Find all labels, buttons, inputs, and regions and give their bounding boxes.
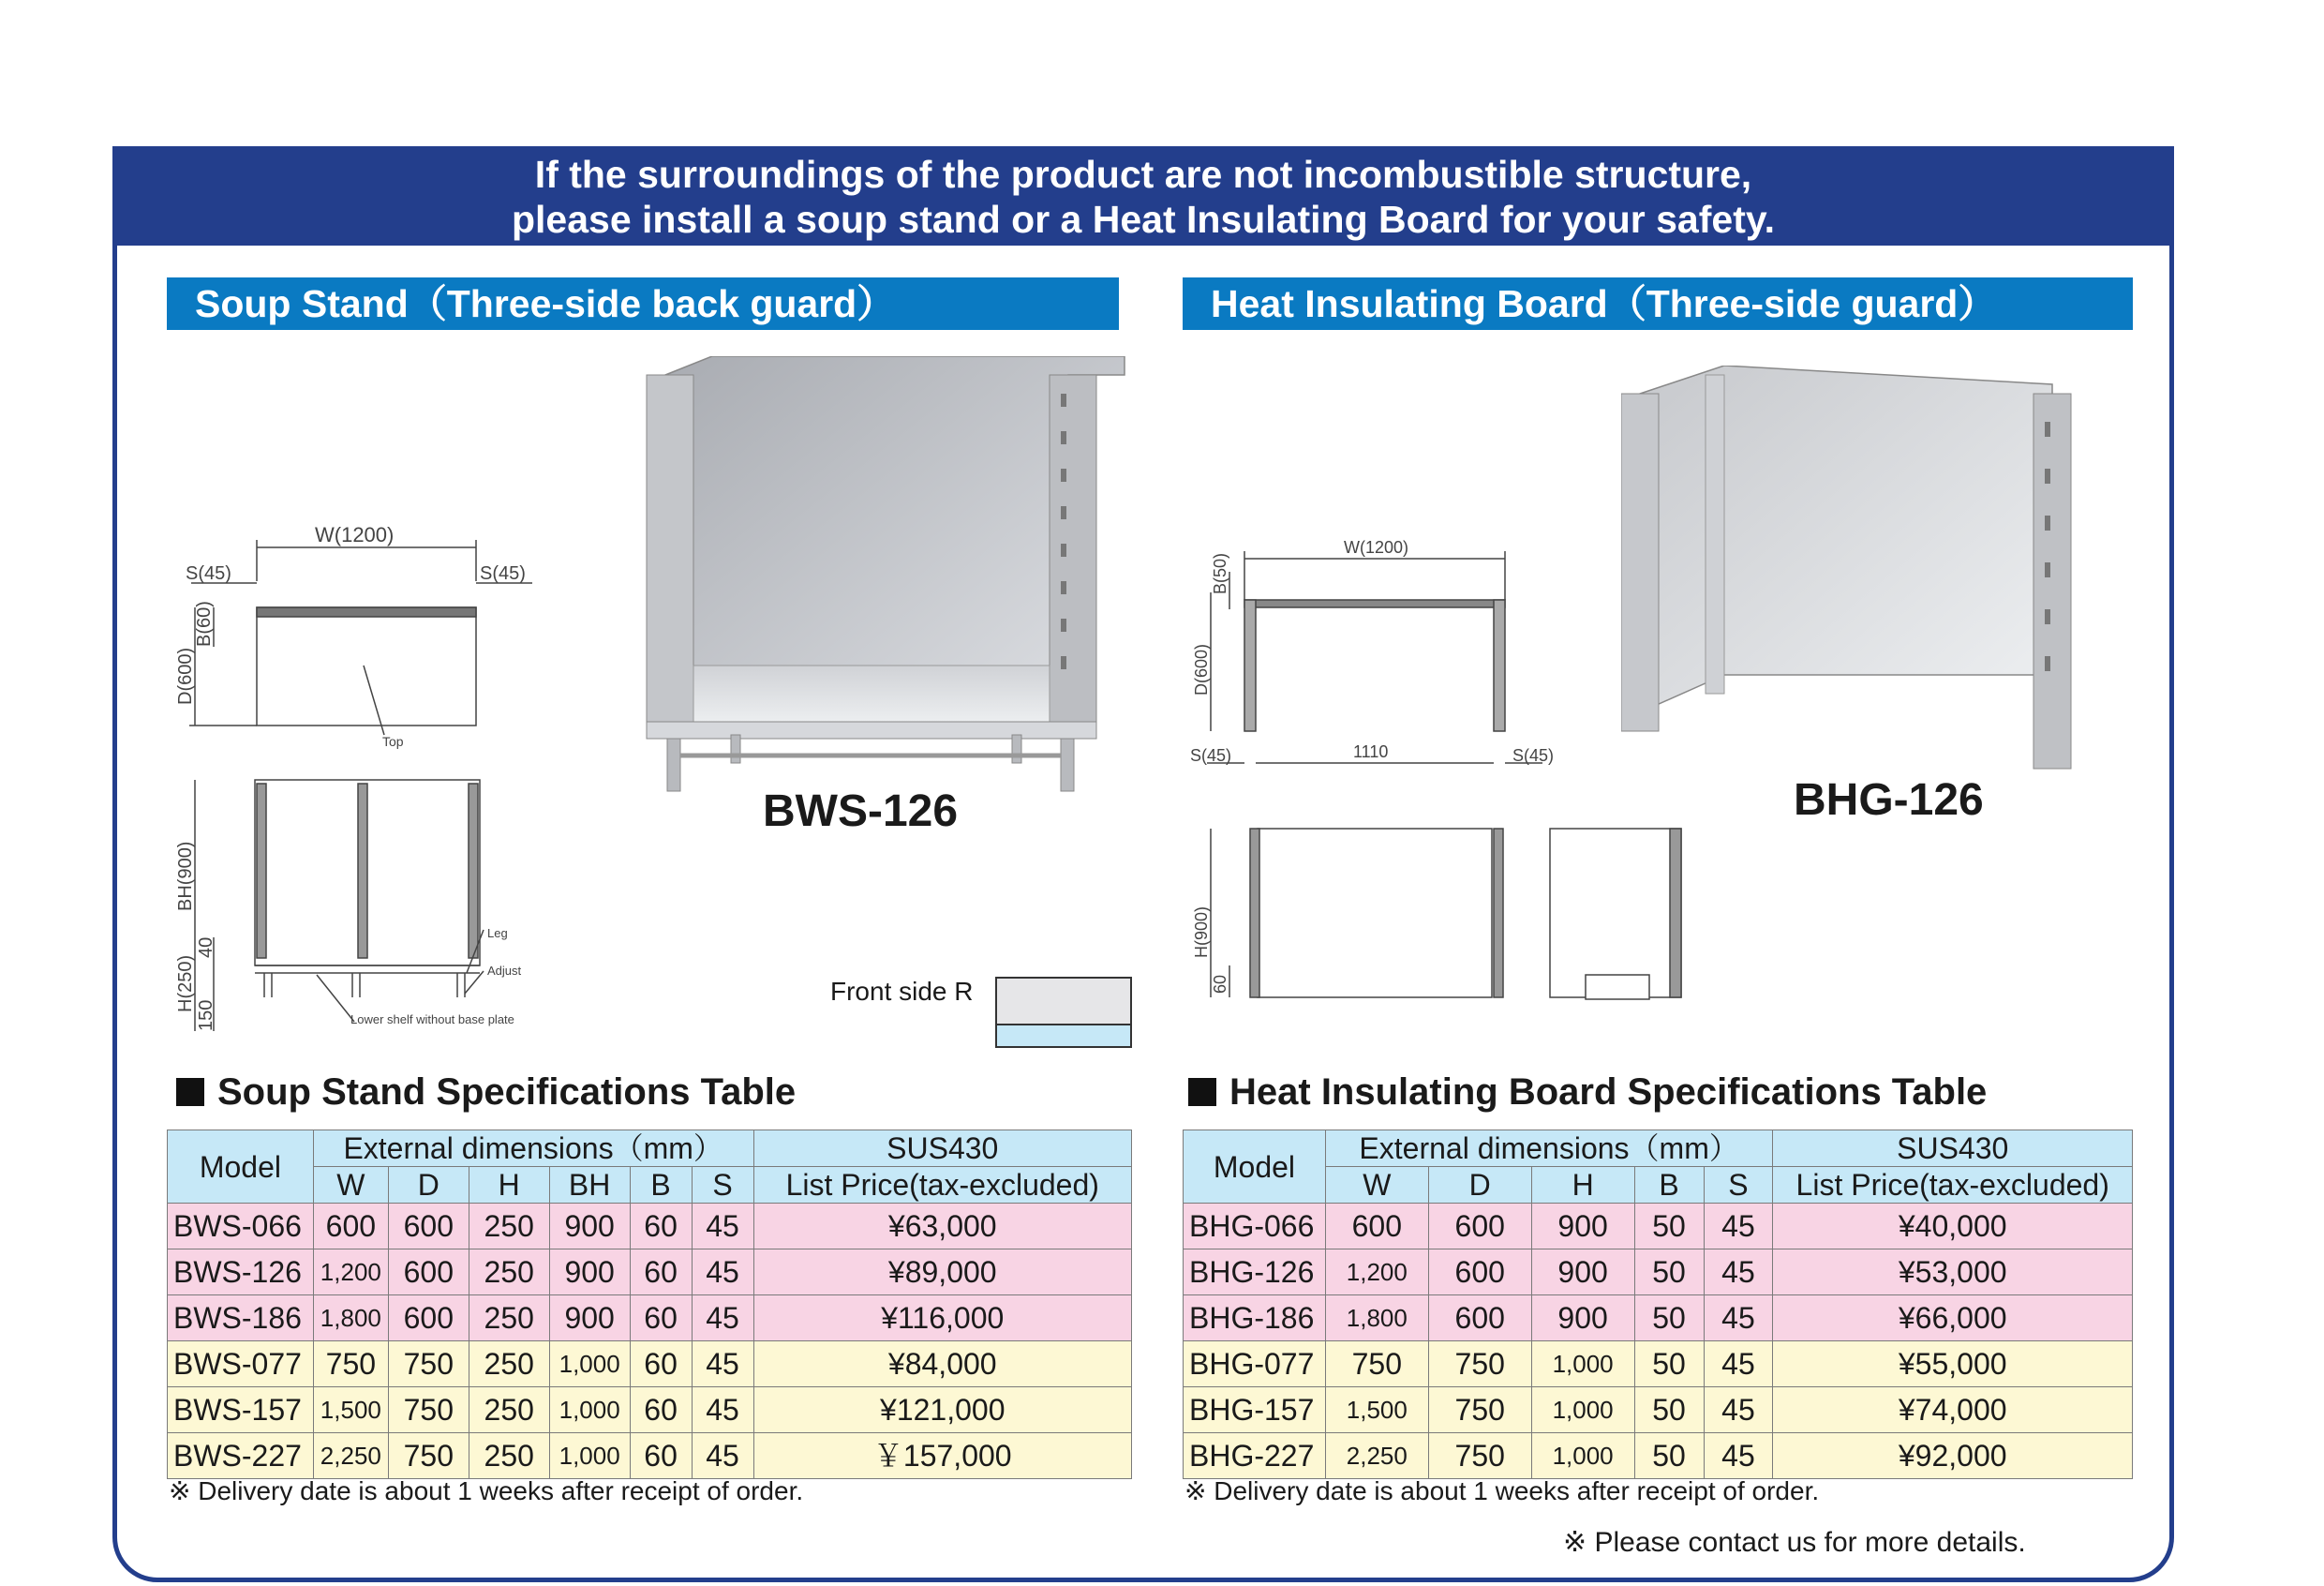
s-cell: 45 xyxy=(1704,1387,1773,1433)
d-cell: 600 xyxy=(388,1204,469,1249)
external-dimensions-header: External dimensions（mm） xyxy=(313,1130,753,1167)
b-cell: 60 xyxy=(630,1204,692,1249)
bh-cell: 900 xyxy=(549,1249,630,1295)
price-cell: ¥74,000 xyxy=(1773,1387,2133,1433)
price-cell: ￥157,000 xyxy=(753,1433,1132,1479)
heat-board-spec-table xyxy=(1183,1130,2133,1479)
b-cell: 50 xyxy=(1634,1433,1704,1479)
s-cell: 45 xyxy=(1704,1249,1773,1295)
h-cell: 250 xyxy=(469,1387,549,1433)
table-row xyxy=(168,1295,1132,1341)
h-cell: 250 xyxy=(469,1204,549,1249)
d-cell: 750 xyxy=(1428,1433,1531,1479)
soup-stand-delivery-note: ※ Delivery date is about 1 weeks after receipt of order. xyxy=(169,1476,804,1505)
w-cell: 1,800 xyxy=(313,1295,388,1341)
square-bullet-icon xyxy=(176,1078,204,1106)
col-b-header: B xyxy=(1634,1167,1704,1204)
d-cell: 600 xyxy=(1428,1295,1531,1341)
h-cell: 900 xyxy=(1531,1204,1634,1249)
heat-board-section-title: Heat Insulating Board（Three-side guard） xyxy=(1183,277,2133,330)
d-cell: 600 xyxy=(388,1249,469,1295)
h-cell: 1,000 xyxy=(1531,1387,1634,1433)
safety-banner xyxy=(112,146,2174,246)
b-cell: 50 xyxy=(1634,1341,1704,1387)
model-cell: BHG-066 xyxy=(1184,1204,1326,1249)
bh-cell: 1,000 xyxy=(549,1433,630,1479)
table-row xyxy=(1184,1341,2133,1387)
table-row xyxy=(1184,1249,2133,1295)
w-cell: 2,250 xyxy=(1325,1433,1428,1479)
sus430-header: SUS430 xyxy=(1773,1130,2133,1167)
dim-150-label: 150 xyxy=(196,999,216,1031)
model-cell: BHG-157 xyxy=(1184,1387,1326,1433)
h-cell: 900 xyxy=(1531,1295,1634,1341)
dim-w-label: W(1200) xyxy=(315,525,395,546)
s-cell: 45 xyxy=(1704,1341,1773,1387)
table-row xyxy=(1184,1204,2133,1249)
h-cell: 250 xyxy=(469,1249,549,1295)
legend-swatch-bottom xyxy=(995,1024,1132,1048)
model-header: Model xyxy=(1184,1130,1326,1204)
price-cell: ¥40,000 xyxy=(1773,1204,2133,1249)
w-cell: 600 xyxy=(313,1204,388,1249)
w-cell: 1,500 xyxy=(313,1387,388,1433)
hb-dim-w-label: W(1200) xyxy=(1344,538,1409,557)
b-cell: 60 xyxy=(630,1295,692,1341)
s-cell: 45 xyxy=(1704,1204,1773,1249)
col-h-header: H xyxy=(469,1167,549,1204)
s-cell: 45 xyxy=(692,1433,753,1479)
h-cell: 1,000 xyxy=(1531,1341,1634,1387)
model-header: Model xyxy=(168,1130,314,1204)
b-cell: 50 xyxy=(1634,1295,1704,1341)
contact-note: ※ Please contact us for more details. xyxy=(1563,1527,2026,1558)
heat-board-delivery-note: ※ Delivery date is about 1 weeks after receipt of order. xyxy=(1184,1476,1820,1505)
model-cell: BWS-186 xyxy=(168,1295,314,1341)
h-cell: 1,000 xyxy=(1531,1433,1634,1479)
s-cell: 45 xyxy=(1704,1433,1773,1479)
w-cell: 600 xyxy=(1325,1204,1428,1249)
col-bh-header: BH xyxy=(549,1167,630,1204)
h-cell: 900 xyxy=(1531,1249,1634,1295)
d-cell: 600 xyxy=(388,1295,469,1341)
col-h-header: H xyxy=(1531,1167,1634,1204)
front-side-legend-label: Front side R xyxy=(830,977,974,1006)
s-cell: 45 xyxy=(692,1204,753,1249)
model-cell: BWS-077 xyxy=(168,1341,314,1387)
price-cell: ¥53,000 xyxy=(1773,1249,2133,1295)
table-row xyxy=(1184,1433,2133,1479)
w-cell: 1,800 xyxy=(1325,1295,1428,1341)
d-cell: 600 xyxy=(1428,1204,1531,1249)
model-cell: BWS-157 xyxy=(168,1387,314,1433)
w-cell: 1,200 xyxy=(1325,1249,1428,1295)
model-cell: BWS-126 xyxy=(168,1249,314,1295)
bh-cell: 1,000 xyxy=(549,1341,630,1387)
model-cell: BWS-066 xyxy=(168,1204,314,1249)
h-cell: 250 xyxy=(469,1295,549,1341)
d-cell: 750 xyxy=(388,1387,469,1433)
price-cell: ¥66,000 xyxy=(1773,1295,2133,1341)
soup-stand-spec-table xyxy=(167,1130,1132,1479)
d-cell: 750 xyxy=(388,1433,469,1479)
soup-stand-product-image xyxy=(637,356,1143,797)
s-cell: 45 xyxy=(692,1387,753,1433)
dim-s-left-label: S(45) xyxy=(186,563,231,584)
hb-dim-s-right-label: S(45) xyxy=(1512,746,1555,765)
s-cell: 45 xyxy=(692,1341,753,1387)
banner-line-2: please install a soup stand or a Heat Insulating Board for your safety. xyxy=(512,198,1775,241)
external-dimensions-header: External dimensions（mm） xyxy=(1325,1130,1773,1167)
table-row xyxy=(168,1204,1132,1249)
adjust-label: Adjust xyxy=(487,964,522,978)
w-cell: 750 xyxy=(313,1341,388,1387)
table-row xyxy=(168,1249,1132,1295)
heat-board-product-image xyxy=(1621,366,2127,778)
hb-dim-inner-label: 1110 xyxy=(1353,742,1389,761)
price-cell: ¥121,000 xyxy=(753,1387,1132,1433)
col-w-header: W xyxy=(1325,1167,1428,1204)
b-cell: 60 xyxy=(630,1387,692,1433)
table-row xyxy=(1184,1387,2133,1433)
s-cell: 45 xyxy=(1704,1295,1773,1341)
w-cell: 1,500 xyxy=(1325,1387,1428,1433)
bh-cell: 900 xyxy=(549,1295,630,1341)
bh-cell: 1,000 xyxy=(549,1387,630,1433)
banner-line-1: If the surroundings of the product are not incombustible structure, xyxy=(534,153,1752,196)
b-cell: 50 xyxy=(1634,1204,1704,1249)
b-cell: 60 xyxy=(630,1341,692,1387)
model-cell: BHG-186 xyxy=(1184,1295,1326,1341)
w-cell: 2,250 xyxy=(313,1433,388,1479)
hb-dim-h-label: H(900) xyxy=(1192,905,1211,958)
h-cell: 250 xyxy=(469,1433,549,1479)
dim-b-label: B(60) xyxy=(194,601,215,647)
bh-cell: 900 xyxy=(549,1204,630,1249)
dim-bh-label: BH(900) xyxy=(175,841,196,911)
top-label: Top xyxy=(382,734,404,749)
table-row xyxy=(168,1387,1132,1433)
d-cell: 750 xyxy=(1428,1341,1531,1387)
leg-label: Leg xyxy=(487,926,508,940)
sus430-header: SUS430 xyxy=(753,1130,1132,1167)
b-cell: 60 xyxy=(630,1433,692,1479)
soup-stand-drawing xyxy=(167,525,579,1050)
hb-dim-b-label: B(50) xyxy=(1211,552,1229,594)
heat-board-table-title: Heat Insulating Board Specifications Table xyxy=(1188,1069,1987,1115)
price-cell: ¥92,000 xyxy=(1773,1433,2133,1479)
list-price-header: List Price(tax-excluded) xyxy=(753,1167,1132,1204)
dim-40-label: 40 xyxy=(196,936,216,958)
price-cell: ¥55,000 xyxy=(1773,1341,2133,1387)
w-cell: 1,200 xyxy=(313,1249,388,1295)
col-b-header: B xyxy=(630,1167,692,1204)
dim-h-label: H(250) xyxy=(175,954,196,1012)
col-s-header: S xyxy=(692,1167,753,1204)
price-cell: ¥116,000 xyxy=(753,1295,1132,1341)
table-row xyxy=(1184,1295,2133,1341)
model-cell: BHG-077 xyxy=(1184,1341,1326,1387)
col-d-header: D xyxy=(388,1167,469,1204)
heat-board-model-label: BHG-126 xyxy=(1794,775,1984,825)
b-cell: 60 xyxy=(630,1249,692,1295)
price-cell: ¥63,000 xyxy=(753,1204,1132,1249)
table-row xyxy=(168,1341,1132,1387)
b-cell: 50 xyxy=(1634,1387,1704,1433)
square-bullet-icon xyxy=(1188,1078,1216,1106)
model-cell: BHG-126 xyxy=(1184,1249,1326,1295)
soup-stand-table-title: Soup Stand Specifications Table xyxy=(176,1069,796,1115)
hb-dim-s-left-label: S(45) xyxy=(1190,746,1232,765)
table-row xyxy=(168,1433,1132,1479)
lower-shelf-label: Lower shelf without base plate xyxy=(350,1012,514,1026)
h-cell: 250 xyxy=(469,1341,549,1387)
d-cell: 750 xyxy=(388,1341,469,1387)
d-cell: 600 xyxy=(1428,1249,1531,1295)
legend-swatch-top xyxy=(995,977,1132,1025)
dim-s-right-label: S(45) xyxy=(480,563,526,584)
model-cell: BHG-227 xyxy=(1184,1433,1326,1479)
model-cell: BWS-227 xyxy=(168,1433,314,1479)
hb-dim-d-label: D(600) xyxy=(1192,643,1211,696)
s-cell: 45 xyxy=(692,1249,753,1295)
hb-dim-60-label: 60 xyxy=(1211,974,1229,994)
col-d-header: D xyxy=(1428,1167,1531,1204)
col-w-header: W xyxy=(313,1167,388,1204)
soup-stand-section-title: Soup Stand（Three-side back guard） xyxy=(167,277,1119,330)
d-cell: 750 xyxy=(1428,1387,1531,1433)
b-cell: 50 xyxy=(1634,1249,1704,1295)
soup-stand-model-label: BWS-126 xyxy=(763,786,959,836)
price-cell: ¥89,000 xyxy=(753,1249,1132,1295)
s-cell: 45 xyxy=(692,1295,753,1341)
col-s-header: S xyxy=(1704,1167,1773,1204)
price-cell: ¥84,000 xyxy=(753,1341,1132,1387)
dim-d-label: D(600) xyxy=(175,647,196,705)
w-cell: 750 xyxy=(1325,1341,1428,1387)
list-price-header: List Price(tax-excluded) xyxy=(1773,1167,2133,1204)
